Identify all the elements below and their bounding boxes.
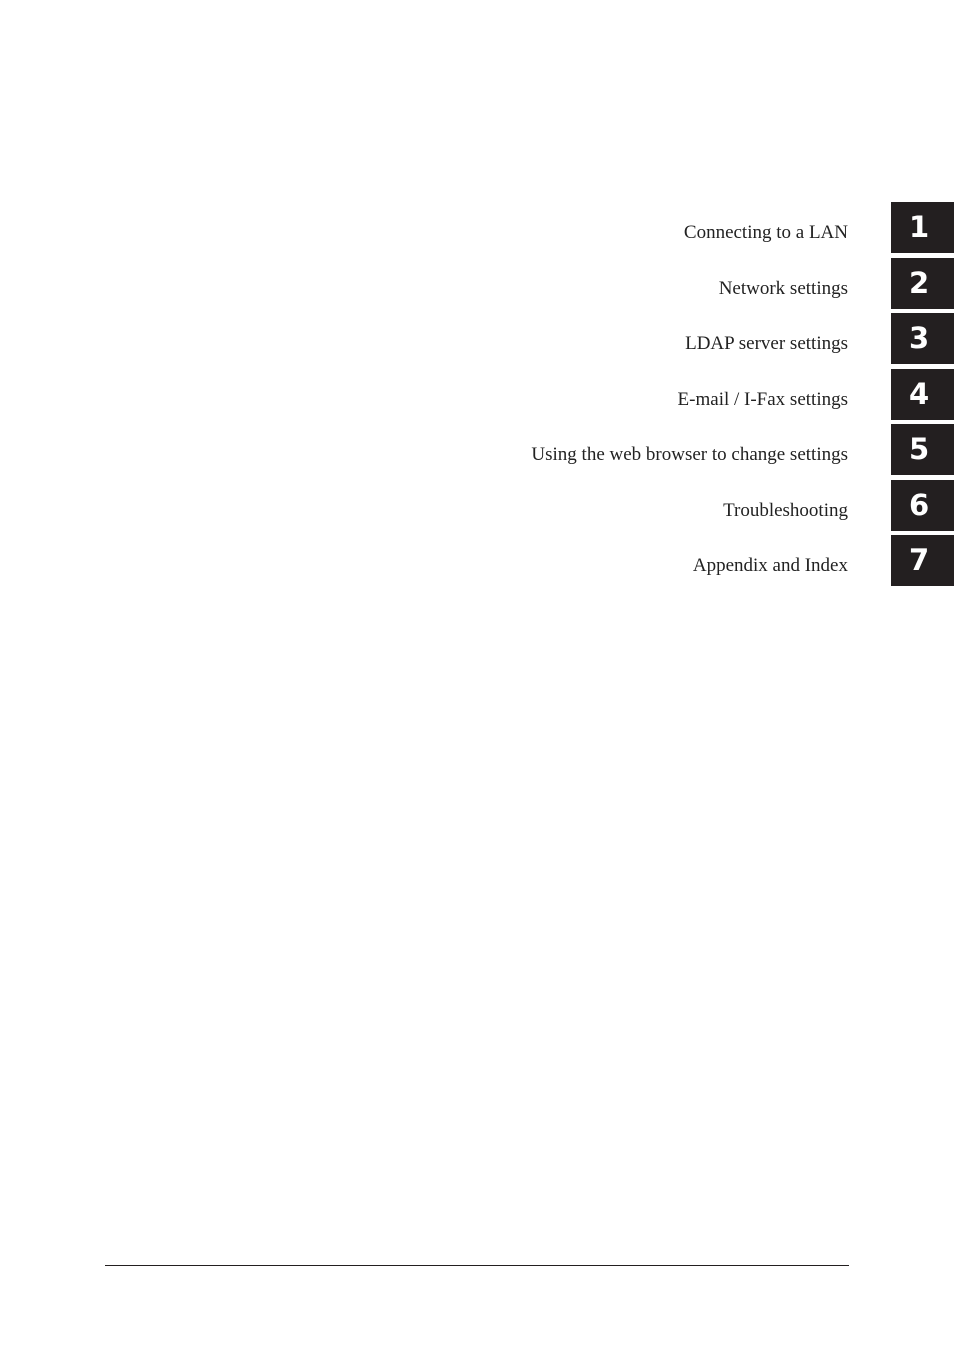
- chapter-tab-4[interactable]: 4: [891, 369, 954, 420]
- chapter-label-troubleshooting[interactable]: Troubleshooting: [723, 499, 848, 521]
- chapter-entry-7: [0, 535, 954, 591]
- chapter-entry-2: [0, 258, 954, 314]
- chapter-tab-6[interactable]: 6: [891, 480, 954, 531]
- chapter-entry-1: [0, 202, 954, 258]
- chapter-label-ldap-server-settings[interactable]: LDAP server settings: [685, 333, 848, 354]
- chapter-entry-4: [0, 369, 954, 425]
- chapter-entry-3: [0, 313, 954, 369]
- chapter-tab-7[interactable]: 7: [891, 535, 954, 586]
- chapter-entry-6: [0, 480, 954, 536]
- chapter-tab-1[interactable]: 1: [891, 202, 954, 253]
- chapter-label-connecting-to-a-lan[interactable]: Connecting to a LAN: [683, 222, 848, 243]
- chapter-label-network-settings[interactable]: Network settings: [718, 277, 848, 299]
- chapter-tab-3[interactable]: 3: [891, 313, 954, 364]
- chapter-label-appendix-and-index[interactable]: Appendix and Index: [692, 555, 848, 576]
- footer-divider: [105, 1265, 849, 1266]
- chapter-index: [0, 202, 954, 591]
- chapter-label-email-ifax-settings[interactable]: E-mail / I-Fax settings: [677, 388, 848, 410]
- chapter-tab-2[interactable]: 2: [891, 258, 954, 309]
- chapter-entry-5: [0, 424, 954, 480]
- chapter-label-web-browser-settings[interactable]: Using the web browser to change settings: [531, 444, 848, 465]
- chapter-tab-5[interactable]: 5: [891, 424, 954, 475]
